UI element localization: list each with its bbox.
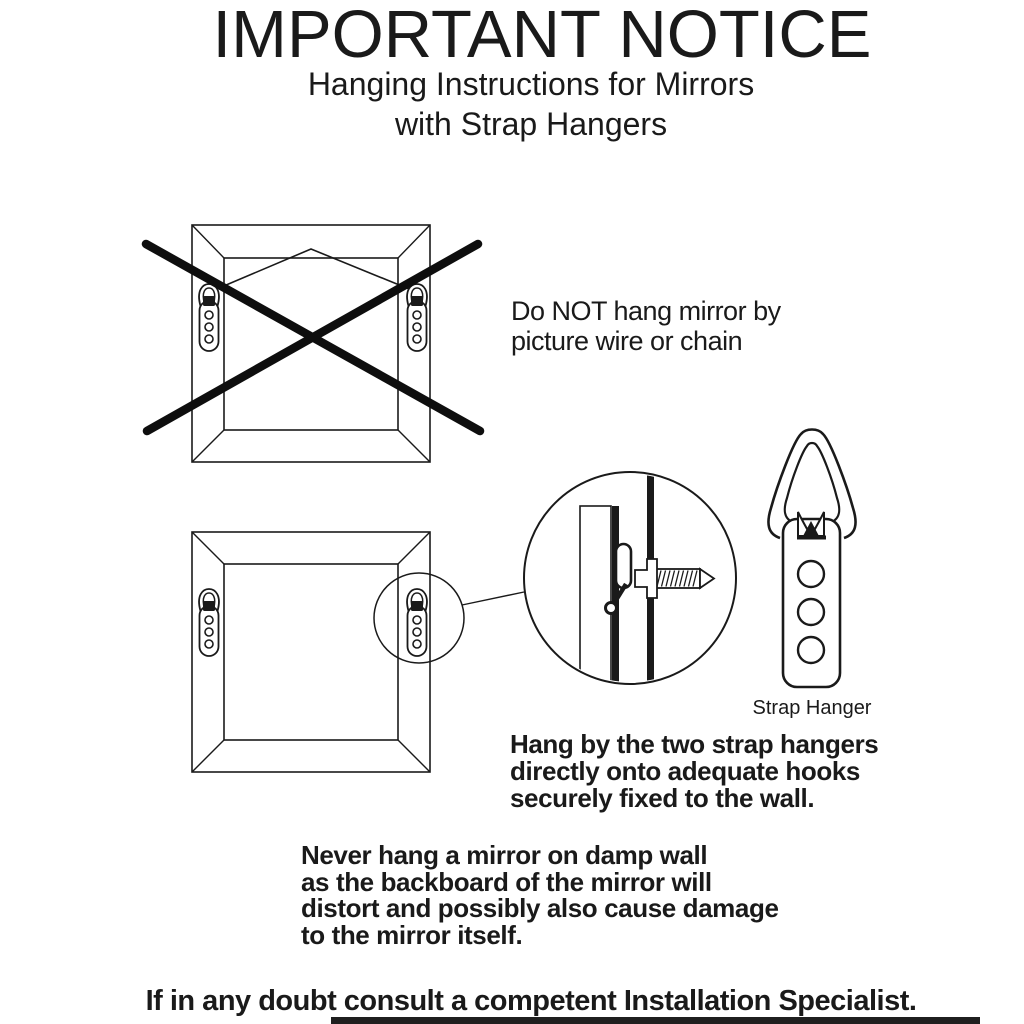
magnifier-connector-line — [462, 592, 524, 605]
bottom-crop-bar — [331, 1017, 980, 1024]
hang-by-line-1: Hang by the two strap hangers — [510, 729, 879, 759]
never-hang-line-3: distort and possibly also cause damage — [301, 893, 779, 923]
hanger-hole — [798, 637, 824, 663]
strap-hanger-label: Strap Hanger — [752, 697, 872, 719]
strap-hanger-icon — [199, 589, 219, 656]
hang-by-line-2: directly onto adequate hooks — [510, 756, 860, 786]
strap-hanger-large-icon — [768, 430, 855, 688]
strap-hanger-icon — [407, 284, 427, 351]
mirror-wire-diagram — [146, 225, 480, 462]
never-hang-line-2: as the backboard of the mirror will — [301, 866, 712, 897]
frame-cross-section — [580, 506, 611, 691]
hanger-hole — [798, 561, 824, 587]
strap-hanger-icon — [407, 589, 427, 656]
mirror-strap-diagram — [192, 532, 524, 772]
wall-fixing-detail — [524, 470, 736, 691]
mirror-frame-outer — [192, 225, 430, 462]
hanger-hole — [798, 599, 824, 625]
footer-advice: If in any doubt consult a competent Installation Specialist. — [145, 985, 917, 1017]
do-not-note — [511, 296, 781, 356]
never-hang-note — [301, 842, 779, 948]
page-subtitle — [308, 64, 754, 144]
strap-hanger-icon — [199, 284, 219, 351]
do-not-line-2: picture wire or chain — [511, 326, 743, 356]
subtitle-line-2: with Strap Hangers — [394, 106, 668, 142]
hang-by-line-3: securely fixed to the wall. — [510, 783, 815, 813]
never-hang-line-1: Never hang a mirror on damp wall — [301, 840, 708, 870]
subtitle-line-1: Hanging Instructions for Mirrors — [307, 66, 755, 102]
hang-by-note — [510, 731, 878, 812]
do-not-line-1: Do NOT hang mirror by — [511, 296, 781, 326]
never-hang-line-4: to the mirror itself. — [301, 919, 523, 950]
mirror-frame-outer — [192, 532, 430, 772]
page-title: IMPORTANT NOTICE — [212, 0, 872, 72]
